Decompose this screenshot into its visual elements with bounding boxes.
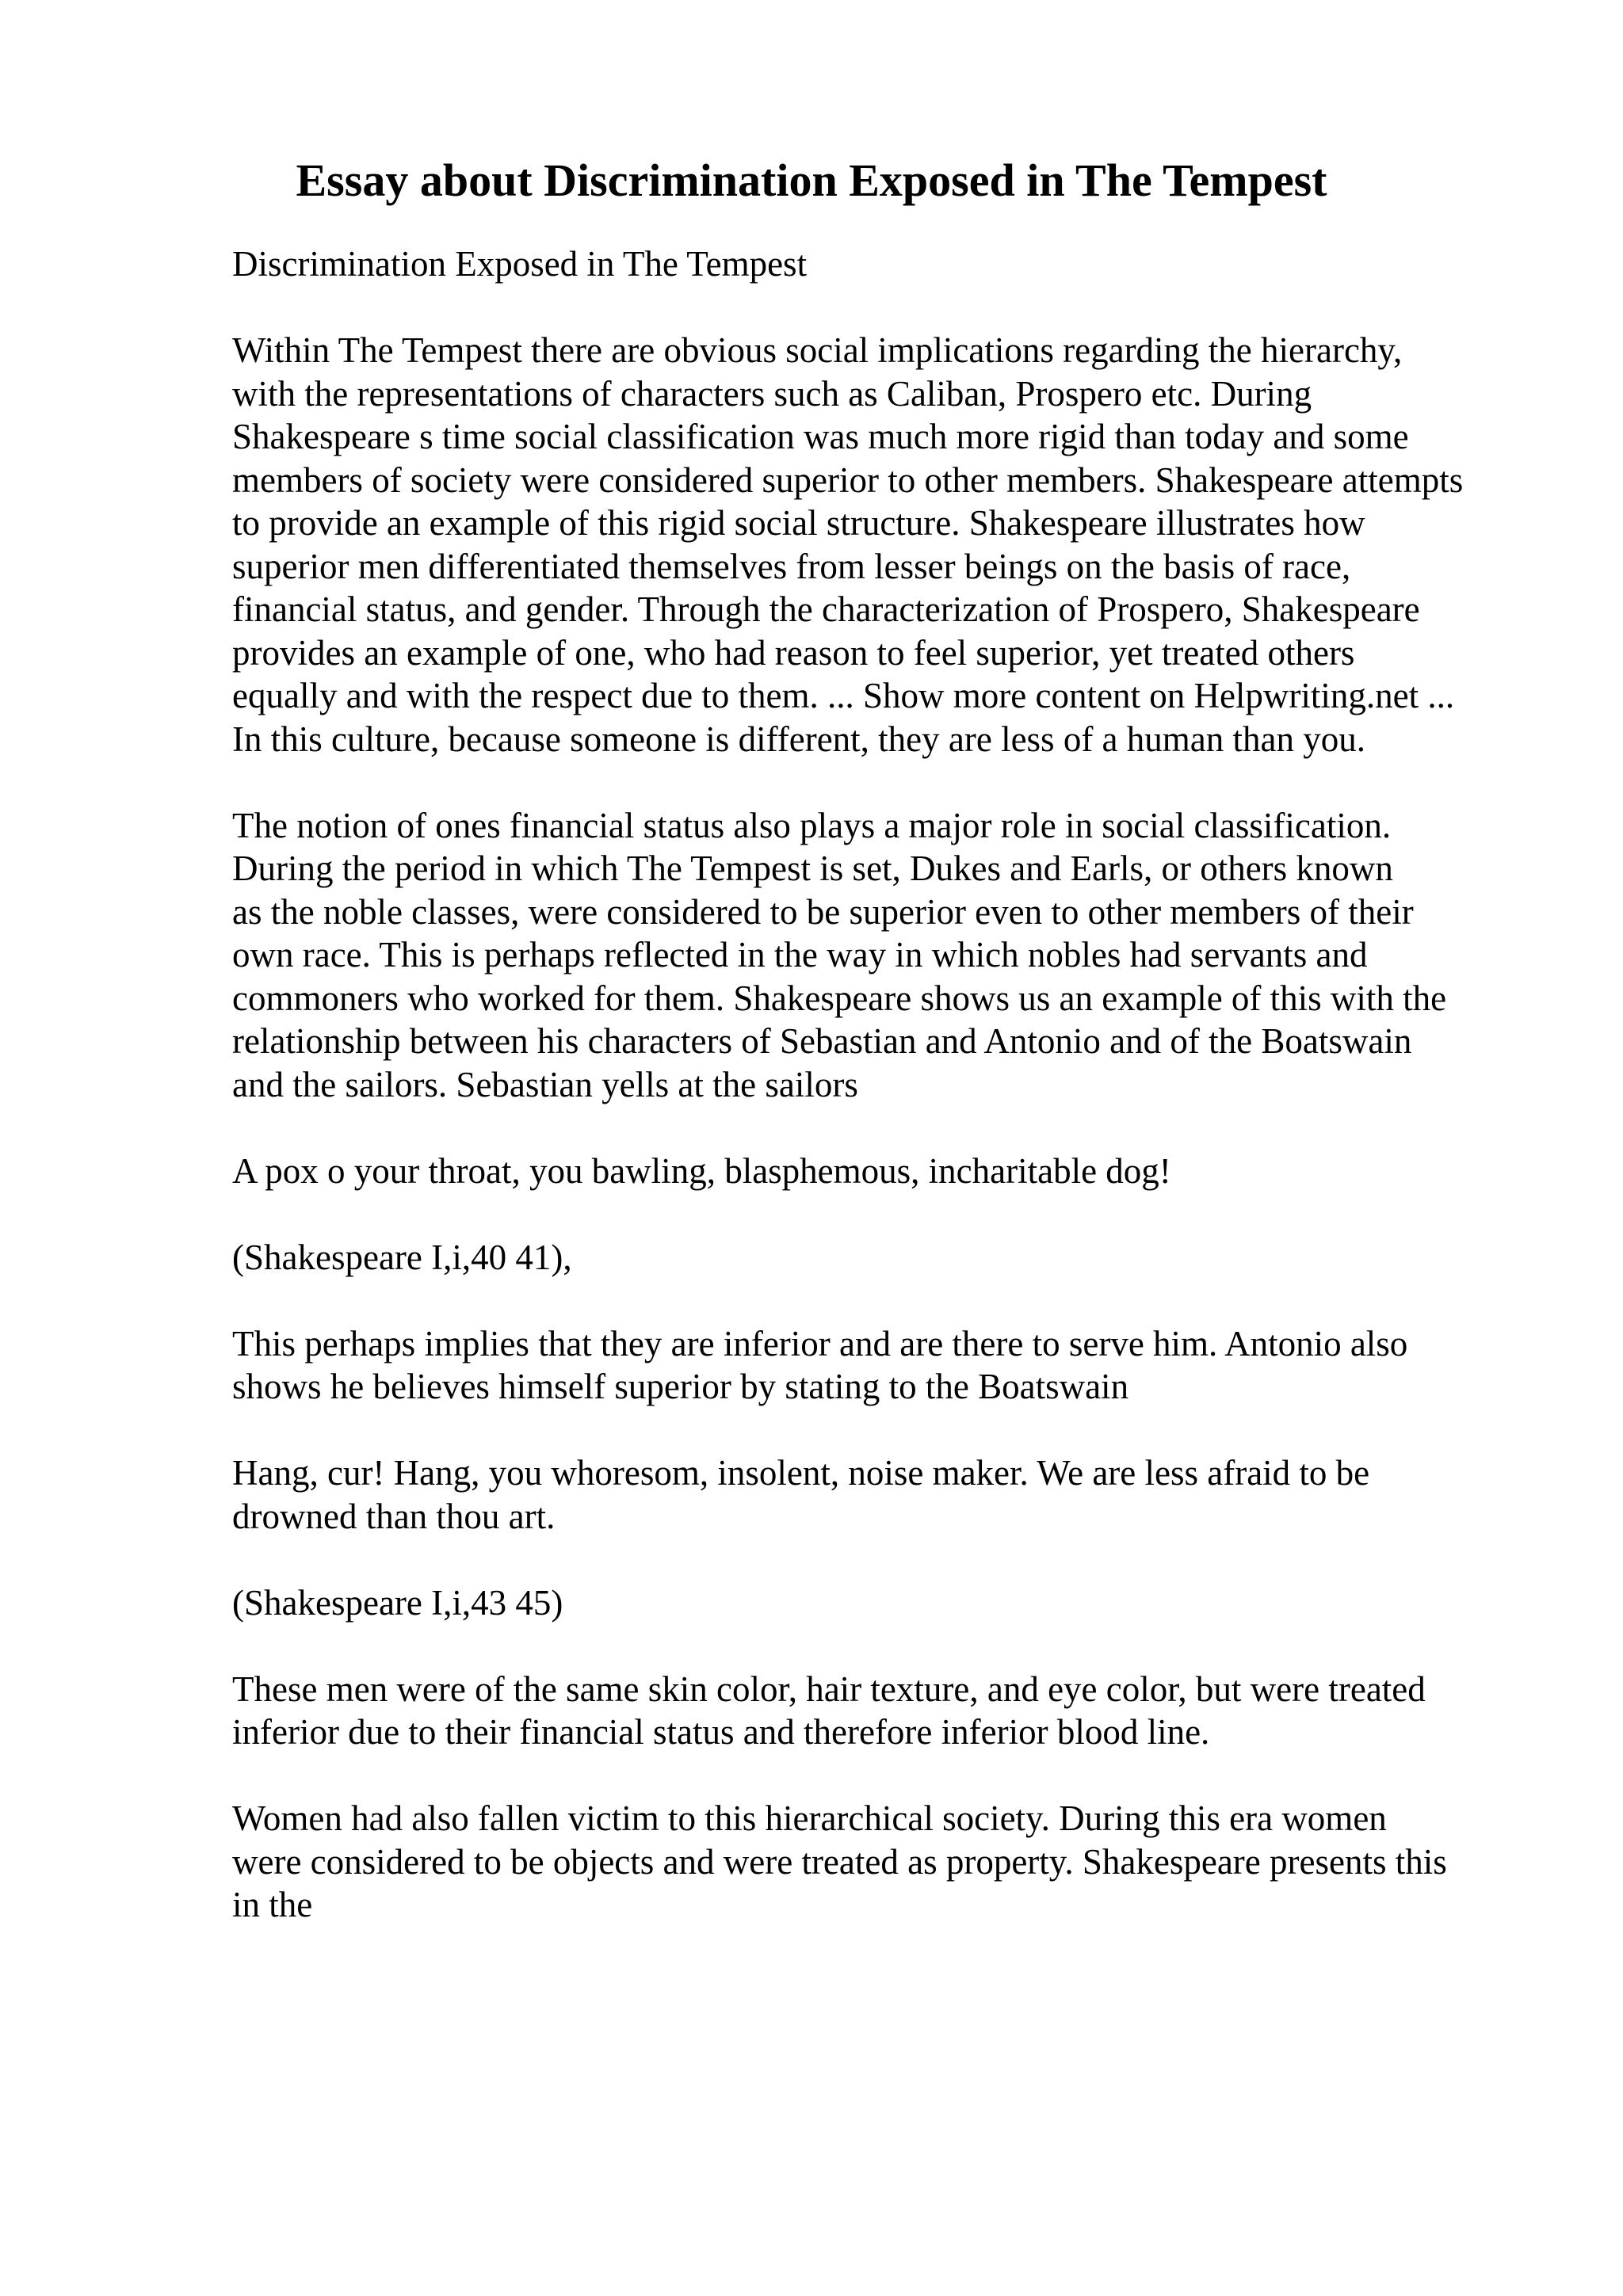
text-line: These men were of the same skin color, hair texture, and eye color, but were treated <box>232 1669 1426 1709</box>
text-line: to provide an example of this rigid social structure. Shakespeare illustrates how <box>232 503 1365 543</box>
text-line: equally and with the respect due to them. ... Show more content on Helpwriting.net ... <box>232 676 1455 715</box>
text-line: members of society were considered superior to other members. Shakespeare attempts <box>232 460 1464 500</box>
text-line: as the noble classes, were considered to be superior even to other members of their <box>232 891 1414 932</box>
paragraph <box>232 804 1611 1107</box>
text-line: (Shakespeare I,i,40 41), <box>232 1237 572 1277</box>
paragraph <box>232 329 1611 761</box>
text-line: This perhaps implies that they are inferior and are there to serve him. Antonio also <box>232 1323 1408 1363</box>
text-line: with the representations of characters such as Caliban, Prospero etc. During <box>232 373 1312 414</box>
text-line: superior men differentiated themselves from lesser beings on the basis of race, <box>232 546 1351 586</box>
text-line: in the <box>232 1885 313 1924</box>
text-line: financial status, and gender. Through the characterization of Prospero, Shakespeare <box>232 589 1420 629</box>
paragraph <box>232 1668 1611 1754</box>
text-line: During the period in which The Tempest is set, Dukes and Earls, or others known <box>232 849 1393 888</box>
text-line: Women had also fallen victim to this hierarchical society. During this era women <box>232 1798 1387 1838</box>
text-line: commoners who worked for them. Shakespeare shows us an example of this with the <box>232 978 1447 1018</box>
paragraph <box>232 1236 1611 1280</box>
text-line: Shakespeare s time social classification was much more rigid than today and some <box>232 417 1409 456</box>
text-line: (Shakespeare I,i,43 45) <box>232 1582 563 1623</box>
text-line: In this culture, because someone is different, they are less of a human than you. <box>232 719 1365 759</box>
text-line: own race. This is perhaps reflected in the way in which nobles had servants and <box>232 935 1368 974</box>
paragraph <box>232 242 1611 286</box>
text-line: Discrimination Exposed in The Tempest <box>232 244 808 284</box>
text-line: shows he believes himself superior by stating to the Boatswain <box>232 1367 1129 1406</box>
paragraph <box>232 1797 1611 1927</box>
paragraph <box>232 1581 1611 1625</box>
document-title: Essay about Discrimination Exposed in The Tempest <box>296 154 1327 206</box>
paragraph <box>232 1150 1611 1193</box>
text-line: were considered to be objects and were treated as property. Shakespeare presents this <box>232 1841 1447 1882</box>
paragraph <box>232 1451 1611 1538</box>
text-line: relationship between his characters of Sebastian and Antonio and of the Boatswain <box>232 1021 1412 1061</box>
document-body <box>232 242 1611 1970</box>
text-line: provides an example of one, who had reason to feel superior, yet treated others <box>232 632 1355 673</box>
text-line: Within The Tempest there are obvious social implications regarding the hierarchy, <box>232 330 1403 370</box>
text-line: and the sailors. Sebastian yells at the sailors <box>232 1064 858 1104</box>
text-line: Hang, cur! Hang, you whoresom, insolent, noise maker. We are less afraid to be <box>232 1453 1370 1493</box>
paragraph <box>232 1322 1611 1409</box>
text-line: drowned than thou art. <box>232 1496 556 1536</box>
text-line: The notion of ones financial status also plays a major role in social classification. <box>232 805 1392 845</box>
text-line: inferior due to their financial status and therefore inferior blood line. <box>232 1712 1210 1752</box>
text-line: A pox o your throat, you bawling, blasphemous, incharitable dog! <box>232 1150 1171 1191</box>
